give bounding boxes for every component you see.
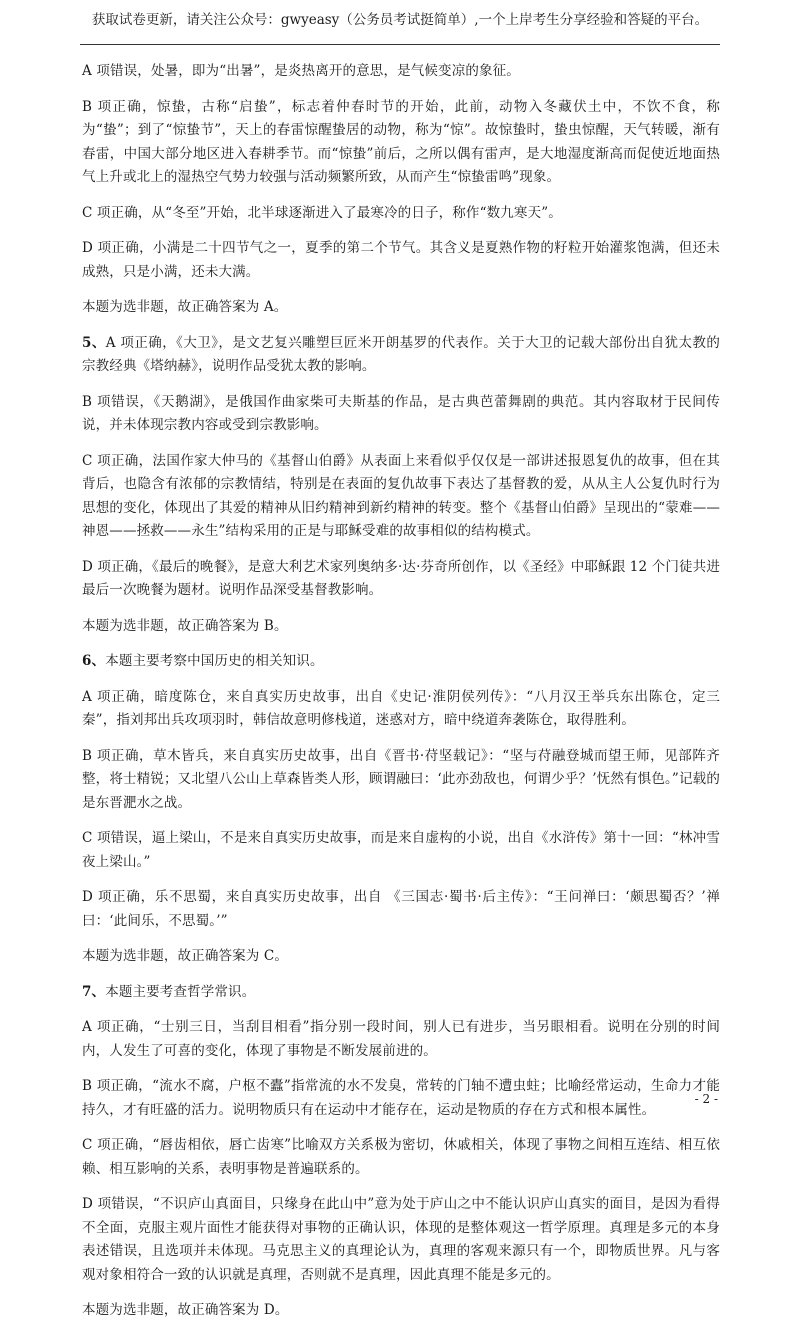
answer-paragraph <box>82 827 720 874</box>
header-notice: 获取试卷更新，请关注公众号：gwyeasy（公务员考试挺简单）,一个上岸考生分享经验和答疑的平台。 <box>91 12 709 28</box>
paragraph-text: D 项正确，《最后的晚餐》，是意大利艺术家列奥纳多·达·芬奇所创作，以《圣经》中耶稣跟 12 个门徒共进最后一次晚餐为题材。说明作品深受基督教影响。 <box>82 558 720 598</box>
answer-paragraph <box>82 1016 720 1063</box>
question-paragraph <box>82 981 720 1005</box>
answer-paragraph <box>82 556 720 603</box>
answer-paragraph <box>82 1193 720 1287</box>
paragraph-text: B 项正确，惊蛰，古称“启蛰”，标志着仲春时节的开始，此前，动物入冬藏伏土中，不饮不食，称为“蛰”；到了“惊蛰节”，天上的春雷惊醒蛰居的动物，称为“惊”。故惊蛰时，蛰虫惊醒，天气转暖，渐有春雷，中国大部分地区进入春耕季节。而“惊蛰”前后，之所以偶有雷声，是大地湿度渐高而促使近地面热气上升或北上的湿热空气势力较强与活动频繁所致，从而产生“惊蛰雷鸣”现象。 <box>82 98 720 185</box>
question-paragraph <box>82 332 720 379</box>
paragraph-text: C 项正确，“唇齿相依，唇亡齿寒”比喻双方关系极为密切，休戚相关，体现了事物之间相互连结、相互依赖、相互影响的关系，表明事物是普遍联系的。 <box>82 1137 720 1177</box>
paragraph-text: C 项正确，法国作家大仲马的《基督山伯爵》从表面上来看似乎仅仅是一部讲述报恩复仇的故事，但在其背后，也隐含有浓郁的宗教情结，特别是在表面的复仇故事下表达了基督教的爱，从从主人公复仇时行为思想的变化，体现出了其爱的精神从旧约精神到新约精神的转变。整个《基督山伯爵》呈现出的“蒙难——神恩——拯救——永生”结构采用的正是与耶稣受难的故事相似的结构模式。 <box>82 452 720 539</box>
answer-paragraph <box>82 1134 720 1181</box>
answer-paragraph <box>82 60 720 84</box>
paragraph-text: B 项正确，草木皆兵，来自真实历史故事，出自《晋书·苻坚载记》：“坚与苻融登城而望王师，见部阵齐整，将士精锐；又北望八公山上草森皆类人形，顾谓融曰：‘此亦劲敌也，何谓少乎？’怃然有惧色。”记载的是东晋淝水之战。 <box>82 747 720 811</box>
paragraph-text: 本题为选非题，故正确答案为 A。 <box>82 299 288 315</box>
paragraph-text: C 项正确，从“冬至”开始，北半球逐渐进入了最寒冷的日子，称作“数九寒天”。 <box>82 204 562 221</box>
paragraph-text: A 项正确，暗度陈仓，来自真实历史故事，出自《史记·淮阴侯列传》：“八月汉王举兵东出陈仓，定三秦”，指刘邦出兵攻项羽时，韩信故意明修栈道，迷惑对方，暗中绕道奔袭陈仓，取得胜利。 <box>82 688 720 728</box>
paragraph-text: 本题主要考察中国历史的相关知识。 <box>105 653 324 669</box>
page-number: - 2 - <box>694 1092 718 1106</box>
answer-paragraph <box>82 686 720 733</box>
answer-paragraph <box>82 202 720 226</box>
paragraph-text: A 项正确，“士别三日，当刮目相看”指分别一段时间，别人已有进步，当另眼相看。说明在分别的时间内，人发生了可喜的变化，体现了事物是不断发展前进的。 <box>82 1019 720 1059</box>
header-divider <box>80 44 720 45</box>
page-header <box>0 0 800 44</box>
question-paragraph <box>82 650 720 674</box>
document-body <box>82 60 720 1335</box>
answer-paragraph <box>82 296 720 320</box>
answer-paragraph <box>82 237 720 284</box>
paragraph-text: A 项正确，《大卫》，是文艺复兴雕塑巨匠米开朗基罗的代表作。关于大卫的记载大部份出自犹太教的宗教经典《塔纳赫》，说明作品受犹太教的影响。 <box>82 334 720 374</box>
paragraph-text: 本题主要考查哲学常识。 <box>105 983 256 1000</box>
answer-paragraph <box>82 745 720 816</box>
answer-paragraph <box>82 96 720 190</box>
paragraph-text: D 项错误，“不识庐山真面目，只缘身在此山中”意为处于庐山之中不能认识庐山真实的面目，是因为看得不全面，克服主观片面性才能获得对事物的正确认识，体现的是整体观这一哲学原理。真理是多元的本身表述错误，且选项并未体现。马克思主义的真理论认为，真理的客观来源只有一个，即物质世界。凡与客观对象相符合一致的认识就是真理，否则就不是真理，因此真理不能是多元的。 <box>82 1196 720 1283</box>
question-number: 5、 <box>82 334 106 351</box>
question-number: 6、 <box>82 653 106 669</box>
answer-paragraph <box>82 945 720 969</box>
answer-paragraph <box>82 886 720 933</box>
paragraph-text: 本题为选非题，故正确答案为 C。 <box>82 948 289 964</box>
answer-paragraph <box>82 1299 720 1323</box>
answer-paragraph <box>82 1075 720 1122</box>
paragraph-text: D 项正确，小满是二十四节气之一，夏季的第二个节气。其含义是夏熟作物的籽粒开始灌浆饱满，但还未成熟，只是小满，还未大满。 <box>82 240 720 280</box>
question-number: 7、 <box>82 983 106 1000</box>
answer-paragraph <box>82 615 720 639</box>
paragraph-text: C 项错误，逼上梁山，不是来自真实历史故事，而是来自虚构的小说，出自《水浒传》第十一回：“林冲雪夜上梁山。” <box>82 830 720 870</box>
answer-paragraph <box>82 391 720 438</box>
paragraph-text: B 项错误，《天鹅湖》，是俄国作曲家柴可夫斯基的作品，是古典芭蕾舞剧的典范。其内容取材于民间传说，并未体现宗教内容或受到宗教影响。 <box>82 393 720 433</box>
paragraph-text: 本题为选非题，故正确答案为 D。 <box>82 1302 289 1318</box>
answer-paragraph <box>82 450 720 544</box>
paragraph-text: A 项错误，处暑，即为“出暑”，是炎热离开的意思，是气候变凉的象征。 <box>82 63 520 79</box>
paragraph-text: 本题为选非题，故正确答案为 B。 <box>82 617 288 634</box>
paragraph-text: D 项正确，乐不思蜀，来自真实历史故事，出自 《三国志·蜀书·后主传》：“王问禅曰：‘颇思蜀否？’禅曰：‘此间乐，不思蜀。’” <box>82 889 720 929</box>
paragraph-text: B 项正确，“流水不腐，户枢不蠹”指常流的水不发臭，常转的门轴不遭虫蛀；比喻经常运动，生命力才能持久，才有旺盛的活力。说明物质只有在运动中才能存在，运动是物质的存在方式和根本属性。 <box>82 1078 720 1118</box>
